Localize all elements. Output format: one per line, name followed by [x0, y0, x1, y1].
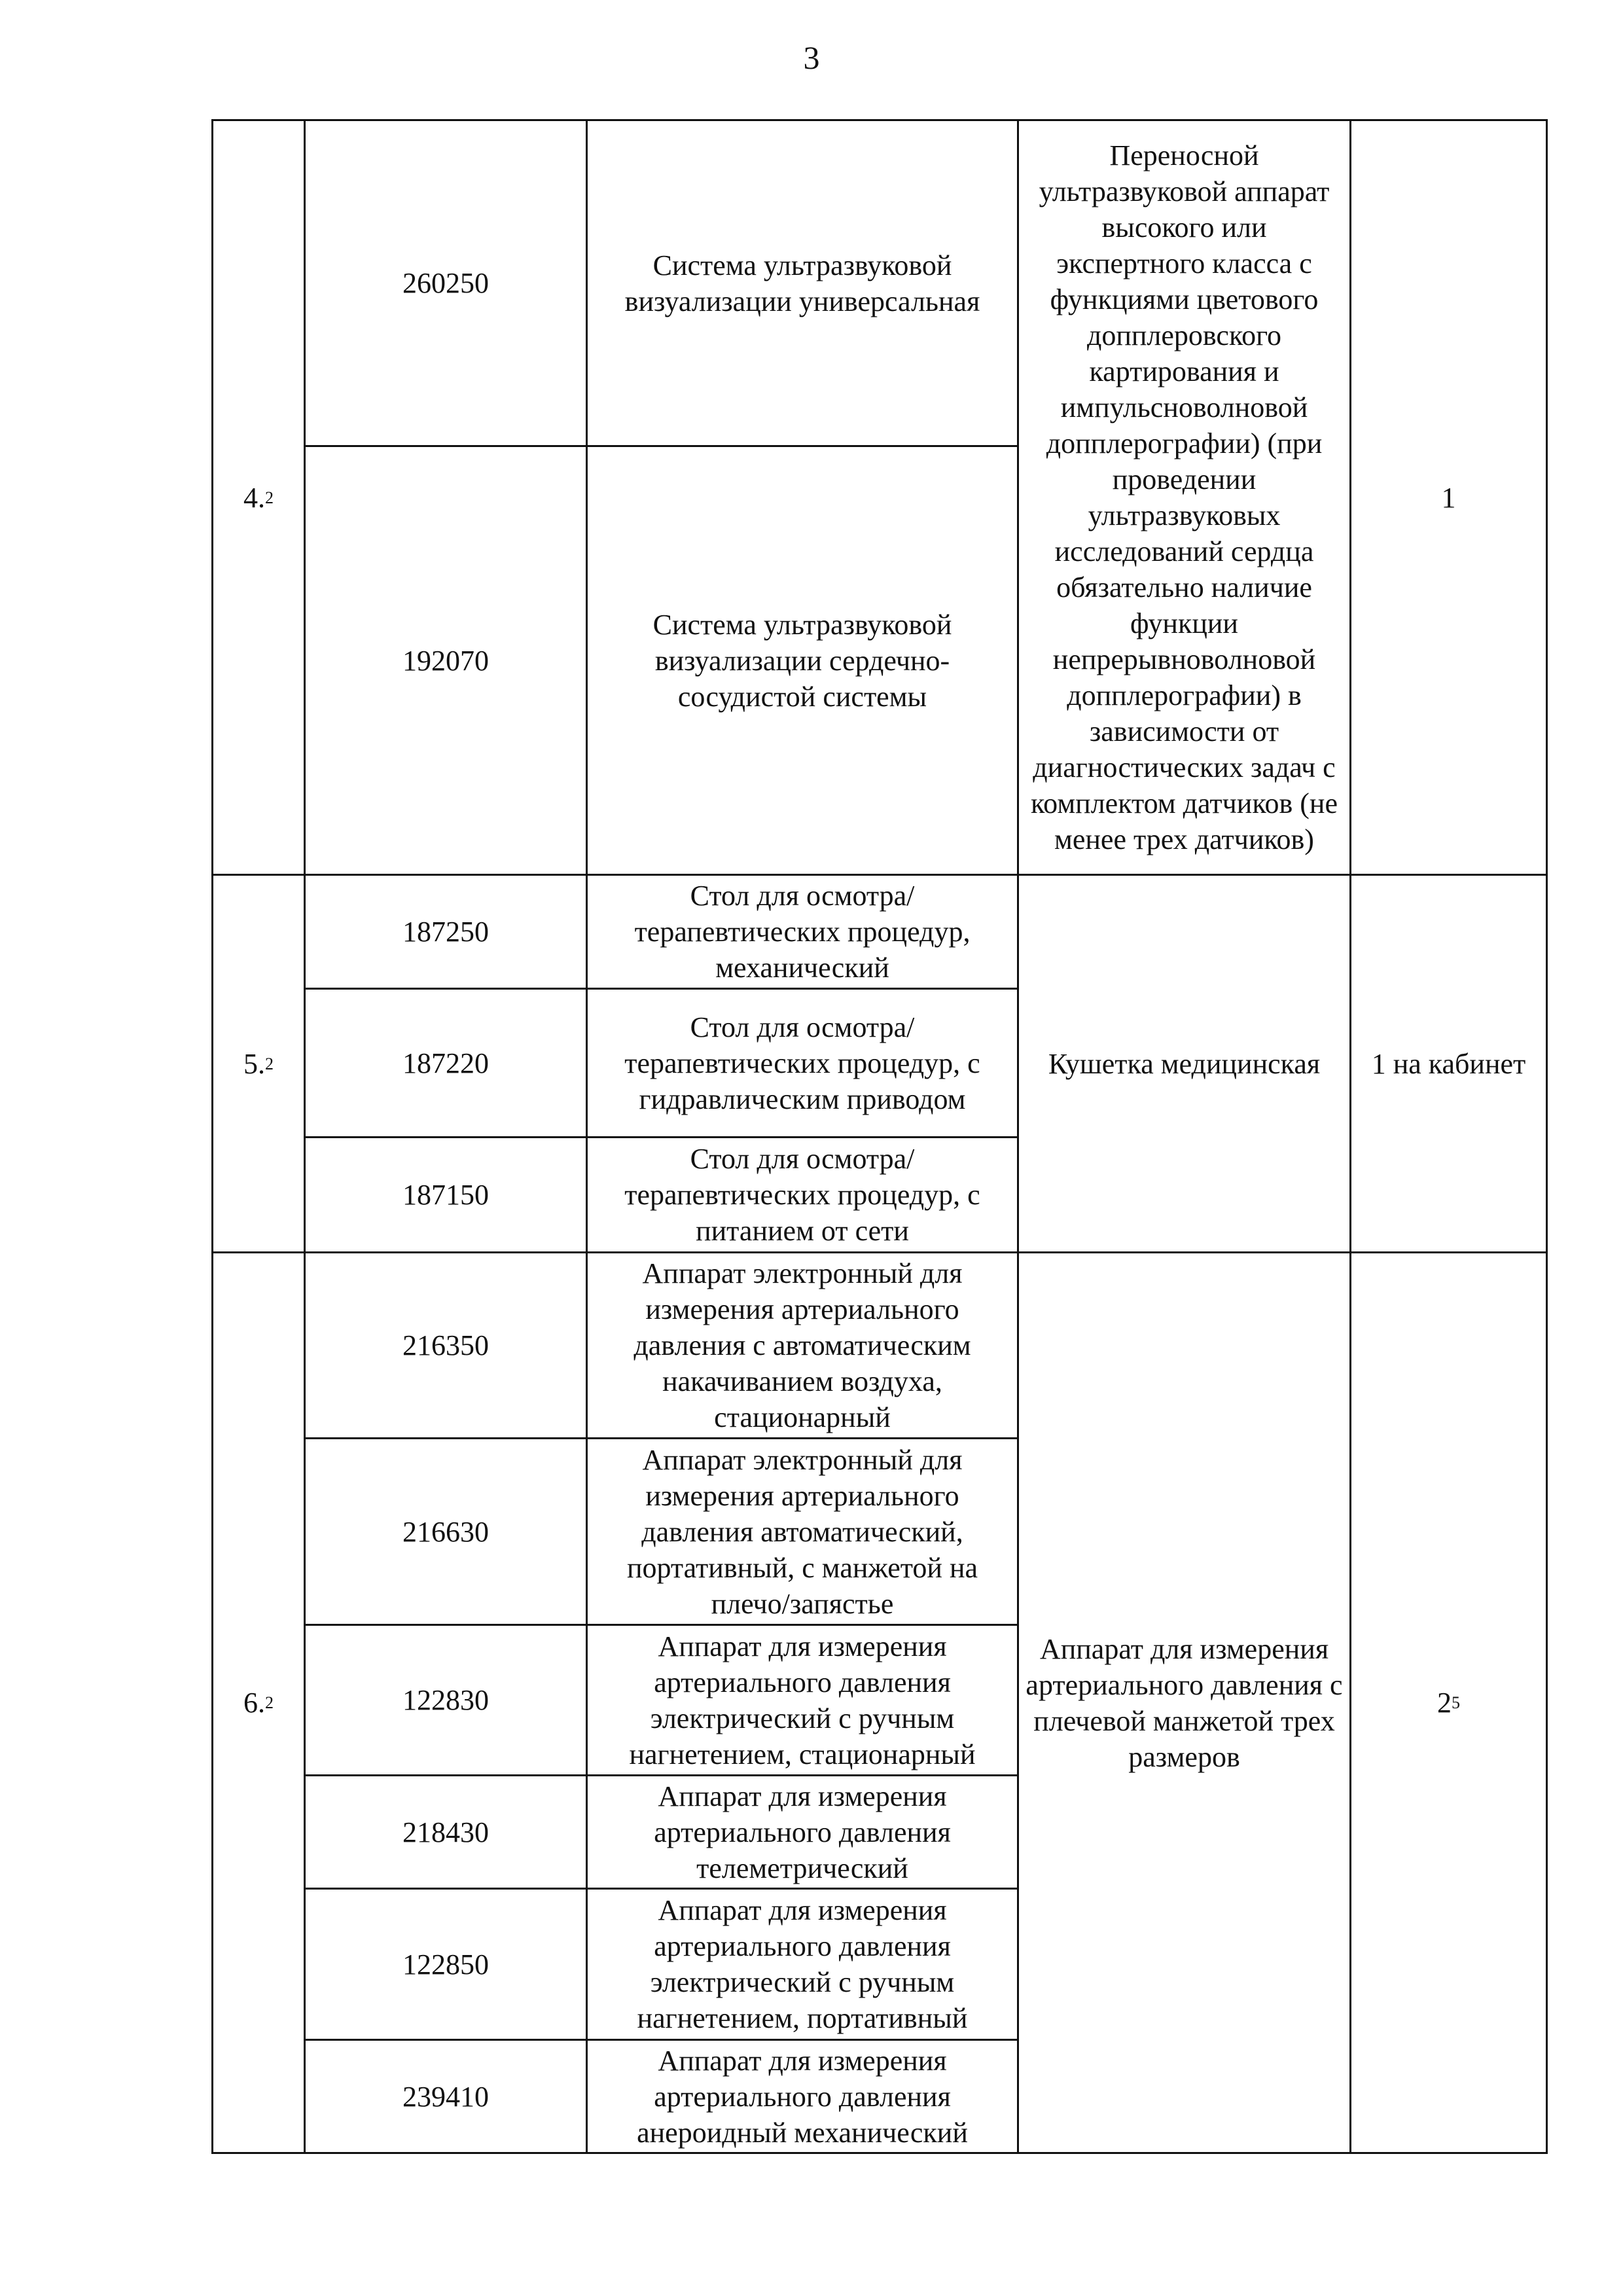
table-row — [213, 875, 1547, 989]
equipment-description: Кушетка медицинская — [1018, 875, 1351, 1253]
equipment-description: Переносной ультразвуковой аппарат высокого или экспертного класса с функциями цветового допплеровского картирования и импульсноволновой допплерографии) (при проведении ультразвуковых исследований сердца обязательно наличие функции непрерывноволновой допплерографии) в зависимости от диагностических задач с комплектом датчиков (не менее трех датчиков) — [1018, 120, 1351, 875]
equipment-description: Аппарат для измерения артериального давления с плечевой манжетой трех размеров — [1018, 1253, 1351, 2153]
equipment-quantity: 1 на кабинет — [1351, 875, 1547, 1253]
item-name: Стол для осмотра/терапевтических процедур, механический — [587, 875, 1018, 989]
item-name: Аппарат для измерения артериального давления анероидный механический — [587, 2040, 1018, 2153]
item-name: Аппарат электронный для измерения артериального давления автоматический, портативный, с манжетой на плечо/запястье — [587, 1439, 1018, 1625]
item-code: 192070 — [305, 446, 587, 875]
item-code: 122850 — [305, 1889, 587, 2040]
item-code: 216350 — [305, 1253, 587, 1439]
item-name: Система ультразвуковой визуализации универсальная — [587, 120, 1018, 446]
section-number: 6.$^2$ — [213, 1253, 305, 2153]
table-row — [213, 1253, 1547, 1439]
section-number: 4.$^2$ — [213, 120, 305, 875]
item-name: Аппарат для измерения артериального давления электрический с ручным нагнетением, стационарный — [587, 1625, 1018, 1776]
item-name: Аппарат электронный для измерения артериального давления с автоматическим накачиванием воздуха, стационарный — [587, 1253, 1018, 1439]
page-number: 3 — [803, 39, 820, 76]
item-name: Стол для осмотра/терапевтических процедур, с питанием от сети — [587, 1138, 1018, 1253]
equipment-quantity: 1 — [1351, 120, 1547, 875]
item-code: 187250 — [305, 875, 587, 989]
equipment-table — [211, 119, 1548, 2154]
item-name: Система ультразвуковой визуализации сердечно-сосудистой системы — [587, 446, 1018, 875]
equipment-quantity: $2^5$ — [1351, 1253, 1547, 2153]
item-code: 260250 — [305, 120, 587, 446]
table-row — [213, 120, 1547, 446]
item-code: 218430 — [305, 1776, 587, 1889]
item-code: 187150 — [305, 1138, 587, 1253]
item-name: Аппарат для измерения артериального давления телеметрический — [587, 1776, 1018, 1889]
item-code: 122830 — [305, 1625, 587, 1776]
section-number: 5.$^2$ — [213, 875, 305, 1253]
item-name: Стол для осмотра/терапевтических процедур, с гидравлическим приводом — [587, 989, 1018, 1138]
item-code: 187220 — [305, 989, 587, 1138]
item-code: 216630 — [305, 1439, 587, 1625]
item-code: 239410 — [305, 2040, 587, 2153]
item-name: Аппарат для измерения артериального давления электрический с ручным нагнетением, портативный — [587, 1889, 1018, 2040]
